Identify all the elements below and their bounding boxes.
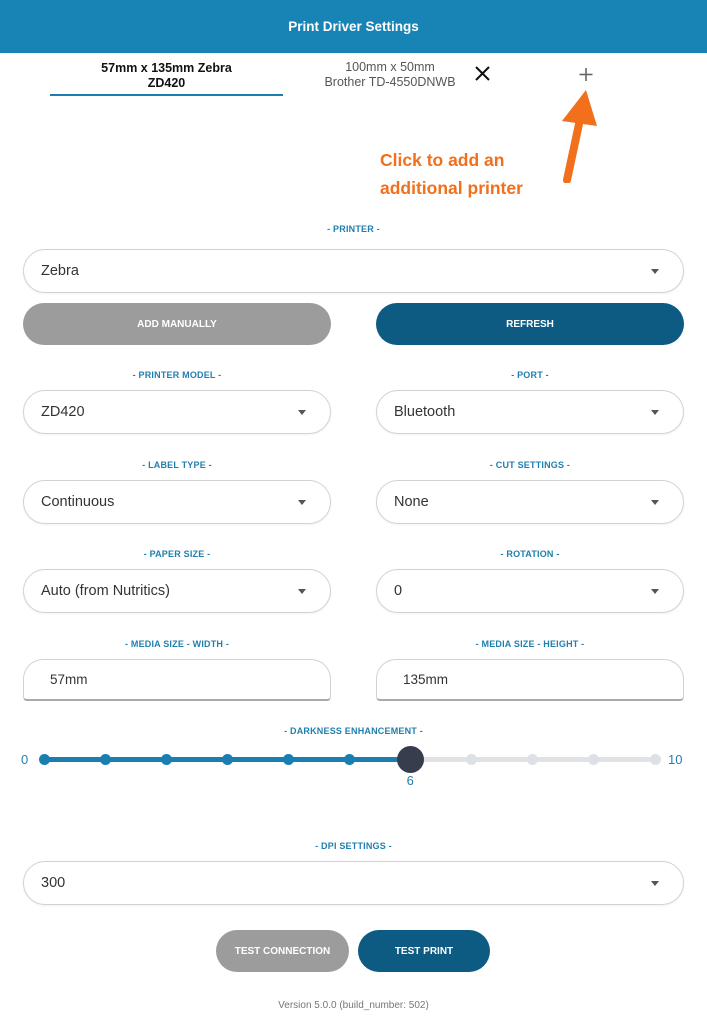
tab-printer-2-line1: 100mm x 50mm [345, 60, 435, 74]
media-width-value: 57mm [50, 672, 88, 687]
dpi-value: 300 [41, 875, 66, 891]
chevron-down-icon [651, 500, 659, 505]
annotation-text [380, 146, 580, 202]
darkness-max-label: 10 [668, 752, 683, 767]
darkness-step-3[interactable] [222, 754, 233, 765]
tab-printer-2[interactable] [310, 60, 470, 90]
darkness-label: - DARKNESS ENHANCEMENT - [284, 726, 423, 736]
rotation-select[interactable] [376, 569, 684, 613]
test-print-button[interactable]: TEST PRINT [358, 930, 490, 972]
darkness-slider-thumb[interactable] [397, 746, 424, 773]
tab-printer-1-line1: 57mm x 135mm Zebra [101, 61, 232, 75]
add-printer-icon[interactable] [575, 64, 597, 86]
tab-printer-1-line2: ZD420 [147, 76, 186, 90]
media-width-input[interactable] [23, 659, 331, 701]
printer-value: Zebra [41, 263, 79, 279]
rotation-label: - ROTATION - [500, 549, 560, 559]
darkness-value-label: 6 [406, 773, 414, 788]
chevron-down-icon [298, 589, 306, 594]
printer-model-label: - PRINTER MODEL - [132, 370, 222, 380]
label-type-label: - LABEL TYPE - [142, 460, 212, 470]
printer-select[interactable] [23, 249, 684, 293]
chevron-down-icon [651, 881, 659, 886]
darkness-step-1[interactable] [100, 754, 111, 765]
chevron-down-icon [651, 589, 659, 594]
printer-model-value: ZD420 [41, 404, 85, 420]
darkness-step-10[interactable] [650, 754, 661, 765]
chevron-down-icon [298, 500, 306, 505]
darkness-step-0[interactable] [39, 754, 50, 765]
refresh-button[interactable]: REFRESH [376, 303, 684, 345]
cut-settings-label: - CUT SETTINGS - [489, 460, 571, 470]
paper-size-label: - PAPER SIZE - [143, 549, 211, 559]
darkness-step-2[interactable] [161, 754, 172, 765]
chevron-down-icon [651, 269, 659, 274]
media-height-value: 135mm [403, 672, 449, 687]
paper-size-select[interactable] [23, 569, 331, 613]
label-type-select[interactable] [23, 480, 331, 524]
media-height-input[interactable] [376, 659, 684, 701]
test-connection-button[interactable]: TEST CONNECTION [216, 930, 349, 972]
darkness-step-7[interactable] [466, 754, 477, 765]
darkness-step-9[interactable] [588, 754, 599, 765]
media-height-label: - MEDIA SIZE - HEIGHT - [475, 639, 585, 649]
printer-model-select[interactable] [23, 390, 331, 434]
chevron-down-icon [651, 410, 659, 415]
add-manually-button[interactable]: ADD MANUALLY [23, 303, 331, 345]
darkness-step-5[interactable] [344, 754, 355, 765]
tab-printer-1[interactable] [50, 60, 283, 96]
cut-settings-select[interactable] [376, 480, 684, 524]
port-value: Bluetooth [394, 404, 456, 420]
port-select[interactable] [376, 390, 684, 434]
header-bar [0, 0, 707, 53]
port-label: - PORT - [511, 370, 549, 380]
dpi-select[interactable] [23, 861, 684, 905]
paper-size-value: Auto (from Nutritics) [41, 583, 170, 599]
close-tab-icon[interactable] [473, 62, 493, 84]
version-text: Version 5.0.0 (build_number: 502) [278, 1000, 429, 1011]
rotation-value: 0 [394, 583, 403, 599]
annotation-line2: additional printer [380, 178, 523, 198]
cut-settings-value: None [394, 494, 429, 510]
darkness-step-8[interactable] [527, 754, 538, 765]
tab-printer-2-line2: Brother TD-4550DNWB [324, 75, 456, 89]
media-width-label: - MEDIA SIZE - WIDTH - [124, 639, 230, 649]
chevron-down-icon [298, 410, 306, 415]
page-title: Print Driver Settings [288, 19, 419, 34]
label-type-value: Continuous [41, 494, 115, 510]
darkness-min-label: 0 [21, 752, 29, 767]
darkness-step-4[interactable] [283, 754, 294, 765]
dpi-label: - DPI SETTINGS - [315, 841, 392, 851]
annotation-line1: Click to add an [380, 150, 505, 170]
printer-label: - PRINTER - [327, 224, 380, 234]
